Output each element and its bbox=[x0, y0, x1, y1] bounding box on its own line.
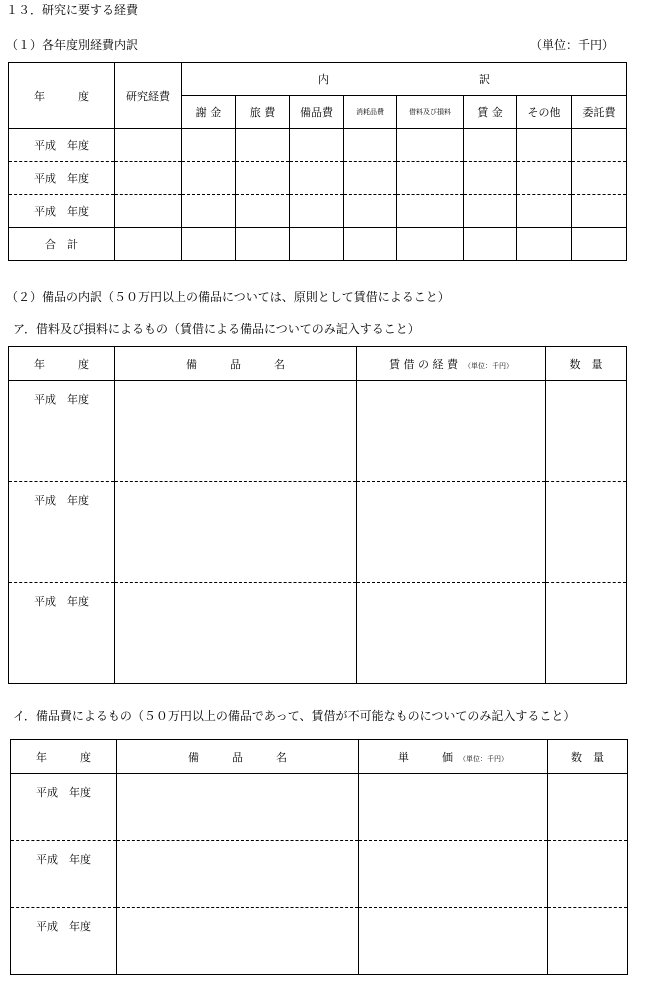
subcol-equipment: 備品費 bbox=[290, 96, 344, 129]
breakdown-header bbox=[182, 63, 627, 96]
subcol-travel: 旅 費 bbox=[236, 96, 290, 129]
col-year-header: 年 度 bbox=[9, 63, 115, 129]
breakdown-right: 訳 bbox=[479, 73, 490, 86]
subcol-rental: 借料及び損料 bbox=[397, 96, 464, 129]
part1-heading: （１）各年度別経費内訳 bbox=[6, 38, 139, 52]
part2a-heading: ア．借料及び損料によるもの（賃借による備品についてのみ記入すること） bbox=[13, 322, 420, 336]
unit-price-unit: （単位：千円） bbox=[459, 754, 508, 763]
table-row bbox=[9, 583, 627, 684]
year-cell: 平成 年度 bbox=[9, 482, 115, 583]
unit-price-label: 単 価 bbox=[398, 750, 453, 764]
table-row bbox=[9, 381, 627, 482]
table-row bbox=[9, 129, 627, 162]
year-cell: 平成 年度 bbox=[9, 162, 115, 195]
table-row bbox=[9, 195, 627, 228]
year-cell: 平成 年度 bbox=[11, 774, 117, 841]
purchased-equipment-table bbox=[10, 739, 628, 975]
col-item-name-header: 備 品 名 bbox=[117, 740, 359, 774]
rental-cost-label: 賃 借 の 経 費 bbox=[389, 357, 458, 371]
year-cell: 平成 年度 bbox=[9, 195, 115, 228]
col-research-header: 研究経費 bbox=[115, 63, 182, 129]
part2-heading: （２）備品の内訳（５０万円以上の備品については、原則として賃借によること） bbox=[6, 290, 450, 304]
year-cell: 平成 年度 bbox=[9, 583, 115, 684]
col-rental-cost-header bbox=[357, 347, 546, 381]
rental-equipment-table bbox=[8, 346, 627, 684]
subcol-honorarium: 謝 金 bbox=[182, 96, 236, 129]
rental-cost-unit: （単位：千円） bbox=[464, 361, 513, 370]
col-item-name-header: 備 品 名 bbox=[115, 347, 357, 381]
table-row bbox=[11, 908, 628, 975]
col-unit-price-header bbox=[359, 740, 548, 774]
unit-label: （単位：千円） bbox=[530, 38, 615, 52]
section-title: １３．研究に要する経費 bbox=[6, 3, 139, 17]
year-cell: 平成 年度 bbox=[9, 381, 115, 482]
subcol-consumables: 消耗品費 bbox=[344, 96, 397, 129]
subcol-wages: 賃 金 bbox=[464, 96, 517, 129]
table-row bbox=[9, 482, 627, 583]
total-label: 合 計 bbox=[9, 228, 115, 261]
year-cell: 平成 年度 bbox=[11, 908, 117, 975]
subcol-other: その他 bbox=[517, 96, 572, 129]
table-row bbox=[11, 774, 628, 841]
total-row bbox=[9, 228, 627, 261]
table-row bbox=[11, 841, 628, 908]
part2b-heading: イ．備品費によるもの（５０万円以上の備品であって、賃借が不可能なものについてのみ記入すること） bbox=[13, 709, 576, 723]
col-quantity-header: 数 量 bbox=[546, 347, 627, 381]
year-cell: 平成 年度 bbox=[11, 841, 117, 908]
subcol-outsourcing: 委託費 bbox=[572, 96, 627, 129]
col-quantity-header: 数 量 bbox=[548, 740, 628, 774]
year-cell: 平成 年度 bbox=[9, 129, 115, 162]
breakdown-left: 内 bbox=[318, 73, 329, 86]
table-row bbox=[9, 162, 627, 195]
col-year-header: 年 度 bbox=[9, 347, 115, 381]
expense-table bbox=[8, 62, 627, 261]
col-year-header: 年 度 bbox=[11, 740, 117, 774]
